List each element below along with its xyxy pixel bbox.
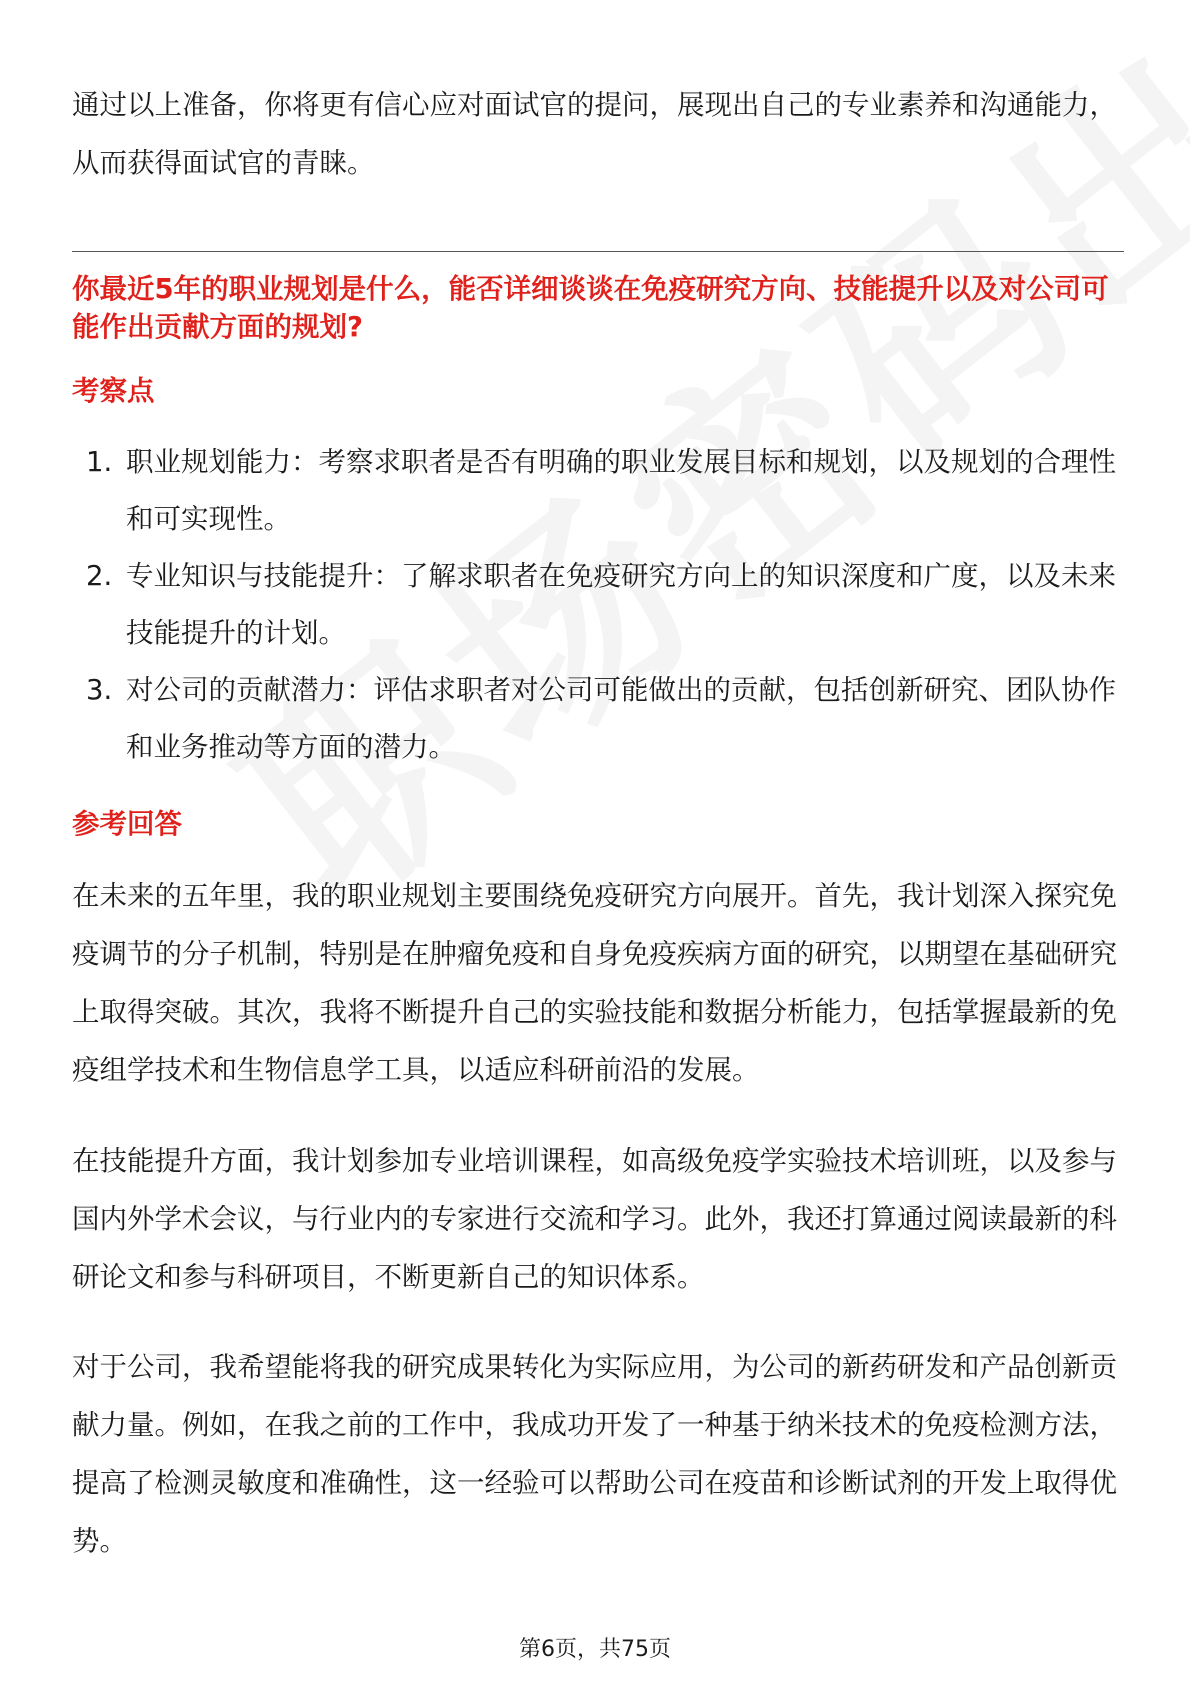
list-item-number: 3. [86, 674, 113, 706]
list-item [72, 434, 1122, 548]
focus-list [72, 434, 1122, 776]
interview-question: 你最近5年的职业规划是什么，能否详细谈谈在免疫研究方向、技能提升以及对公司可能作出贡献方面的规划? [72, 273, 1109, 343]
page-number: 第6页，共75页 [519, 1637, 671, 1662]
intro-paragraph: 通过以上准备，你将更有信心应对面试官的提问，展现出自己的专业素养和沟通能力，从而获得面试官的青睐。 [72, 89, 1117, 179]
list-item-text: 职业规划能力：考察求职者是否有明确的职业发展目标和规划，以及规划的合理性和可实现性。 [126, 446, 1116, 535]
section-divider [72, 251, 1124, 252]
answer-paragraph: 在未来的五年里，我的职业规划主要围绕免疫研究方向展开。首先，我计划深入探究免疫调节的分子机制，特别是在肿瘤免疫和自身免疫疾病方面的研究，以期望在基础研究上取得突破。其次，我将不断提升自己的实验技能和数据分析能力，包括掌握最新的免疫组学技术和生物信息学工具，以适应科研前沿的发展。 [72, 880, 1117, 1086]
answer-section-title: 参考回答 [72, 808, 182, 840]
list-item-text: 对公司的贡献潜力：评估求职者对公司可能做出的贡献，包括创新研究、团队协作和业务推动等方面的潜力。 [126, 674, 1116, 763]
list-item [72, 662, 1122, 776]
focus-section-title: 考察点 [72, 375, 155, 407]
answer-paragraph: 对于公司，我希望能将我的研究成果转化为实际应用，为公司的新药研发和产品创新贡献力量。例如，在我之前的工作中，我成功开发了一种基于纳米技术的免疫检测方法，提高了检测灵敏度和准确性，这一经验可以帮助公司在疫苗和诊断试剂的开发上取得优势。 [72, 1351, 1117, 1557]
list-item-number: 2. [86, 560, 113, 592]
list-item-text: 专业知识与技能提升：了解求职者在免疫研究方向上的知识深度和广度，以及未来技能提升的计划。 [126, 560, 1116, 649]
list-item-number: 1. [86, 446, 113, 478]
list-item [72, 548, 1122, 662]
answer-paragraph: 在技能提升方面，我计划参加专业培训课程，如高级免疫学实验技术培训班，以及参与国内外学术会议，与行业内的专家进行交流和学习。此外，我还打算通过阅读最新的科研论文和参与科研项目，不断更新自己的知识体系。 [72, 1145, 1117, 1293]
